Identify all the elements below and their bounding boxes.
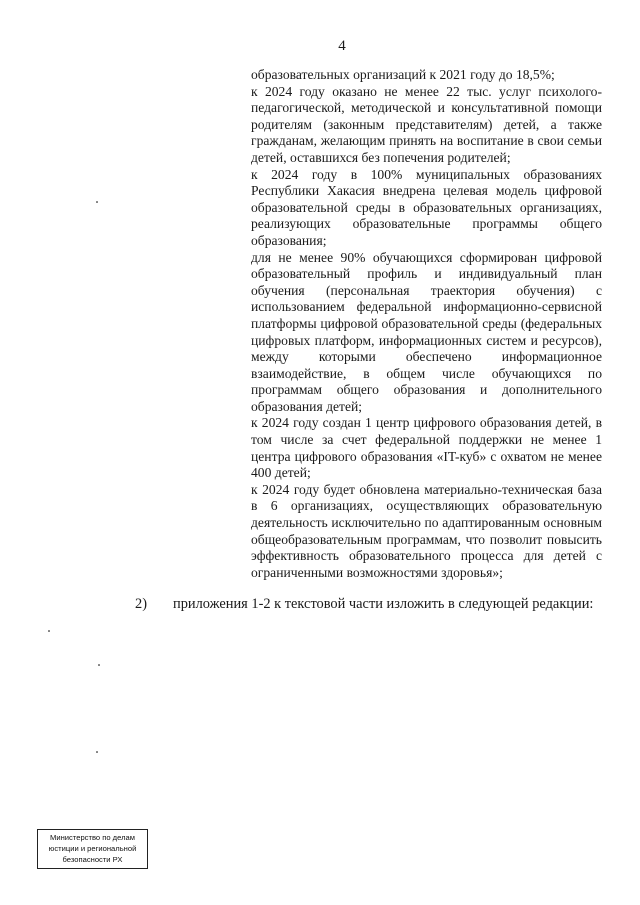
list-item-number: 2) xyxy=(135,596,147,612)
paragraph-2: к 2024 году оказано не менее 22 тыс. услуг психолого-педагогической, методической и консультативной помощи родителям (законным представителям) детей, а также гражданам, желающим принять на воспитание в свои семьи детей, оставшихся без попечения родителей; xyxy=(251,83,602,165)
text-column xyxy=(251,67,602,581)
stamp-line-3: безопасности РХ xyxy=(62,855,123,864)
paragraph-6: к 2024 году будет обновлена материально-техническая база в 6 организациях, осуществляющих образовательную деятельность исключительно по адаптированным основным общеобразовательным программам, что позволит повысить эффективность образовательного процесса для детей с ограниченными возможностями здоровья»; xyxy=(251,481,602,580)
stamp-line-1: Министерство по делам xyxy=(50,833,135,842)
paragraph-3: к 2024 году в 100% муниципальных образованиях Республики Хакасия внедрена целевая модель цифровой образовательной среды в образовательных организациях, реализующих образовательные программы общего образования; xyxy=(251,166,602,248)
scan-speck xyxy=(96,201,98,203)
paragraph-1: образовательных организаций к 2021 году до 18,5%; xyxy=(251,67,555,82)
page-number: 4 xyxy=(338,38,346,54)
scan-speck xyxy=(96,751,98,753)
paragraph-5: к 2024 году создан 1 центр цифрового образования детей, в том числе за счет федеральной поддержки не менее 1 центра цифрового образования «IT-куб» с охватом не менее 400 детей; xyxy=(251,415,602,481)
scan-speck xyxy=(48,630,50,632)
paragraph-4: для не менее 90% обучающихся сформирован цифровой образовательный профиль и индивидуальный план обучения (персональная траектория обучения) с использованием федеральной информационно-сервисной платформы цифровой образовательной среды (федеральных цифровых платформ, информационных систем и ресурсов), между которыми обеспечено информационное взаимодействие, в общем числе обучающихся по программам общего образования и дополнительного образования детей; xyxy=(251,249,602,414)
list-item-text: приложения 1-2 к текстовой части изложить в следующей редакции: xyxy=(173,596,594,612)
stamp-line-2: юстиции и региональной xyxy=(48,844,137,853)
registration-stamp xyxy=(37,829,148,869)
scan-speck xyxy=(98,664,100,666)
